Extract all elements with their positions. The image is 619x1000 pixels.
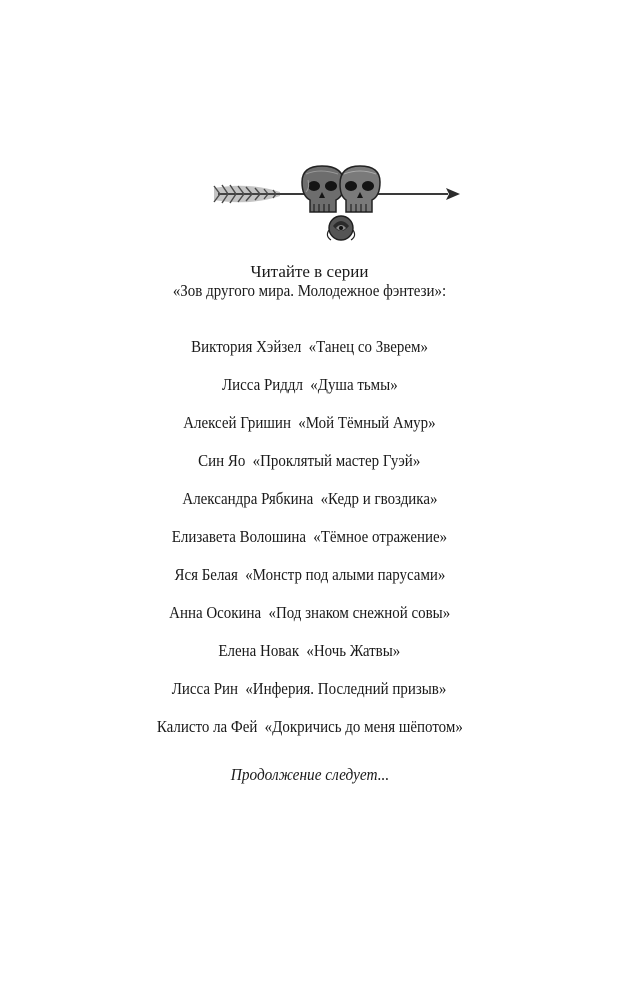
book-title: «Докричись до меня шёпотом» bbox=[264, 717, 463, 736]
series-intro: Читайте в серии bbox=[250, 262, 369, 281]
book-list bbox=[0, 336, 619, 754]
continuation-note bbox=[0, 764, 619, 786]
book-title: «Под знаком снежной совы» bbox=[268, 603, 451, 622]
book-author: Лисса Рин bbox=[172, 679, 239, 698]
book-title: «Душа тьмы» bbox=[309, 375, 398, 394]
book-title: «Танец со Зверем» bbox=[308, 337, 428, 356]
arrow-skulls-rose-icon bbox=[210, 158, 462, 244]
list-item bbox=[0, 640, 619, 678]
list-item bbox=[0, 412, 619, 450]
book-author: Виктория Хэйзел bbox=[191, 337, 302, 356]
book-title: «Кедр и гвоздика» bbox=[320, 489, 438, 508]
book-author: Калисто ла Фей bbox=[156, 717, 258, 736]
book-author: Син Яо bbox=[198, 451, 246, 470]
list-item bbox=[0, 564, 619, 602]
list-item bbox=[0, 336, 619, 374]
book-author: Анна Осокина bbox=[168, 603, 262, 622]
continuation-text: Продолжение следует... bbox=[230, 765, 389, 784]
book-author: Елена Новак bbox=[218, 641, 300, 660]
book-author: Елизавета Волошина bbox=[171, 527, 307, 546]
book-title: «Проклятый мастер Гуэй» bbox=[252, 451, 421, 470]
book-title: «Ночь Жатвы» bbox=[306, 641, 401, 660]
book-author: Александра Рябкина bbox=[181, 489, 313, 508]
book-author: Яся Белая bbox=[174, 565, 238, 584]
book-title: «Мой Тёмный Амур» bbox=[298, 413, 436, 432]
book-author: Лисса Риддл bbox=[221, 375, 303, 394]
book-title: «Тёмное отражение» bbox=[313, 527, 448, 546]
book-title: «Инферия. Последний призыв» bbox=[245, 679, 447, 698]
list-item bbox=[0, 678, 619, 716]
list-item bbox=[0, 488, 619, 526]
series-title: «Зов другого мира. Молодежное фэнтези»: bbox=[172, 281, 447, 300]
book-title: «Монстр под алыми парусами» bbox=[244, 565, 445, 584]
list-item bbox=[0, 716, 619, 754]
book-author: Алексей Гришин bbox=[183, 413, 292, 432]
series-heading bbox=[0, 262, 619, 300]
list-item bbox=[0, 374, 619, 412]
list-item bbox=[0, 526, 619, 564]
list-item bbox=[0, 602, 619, 640]
list-item bbox=[0, 450, 619, 488]
